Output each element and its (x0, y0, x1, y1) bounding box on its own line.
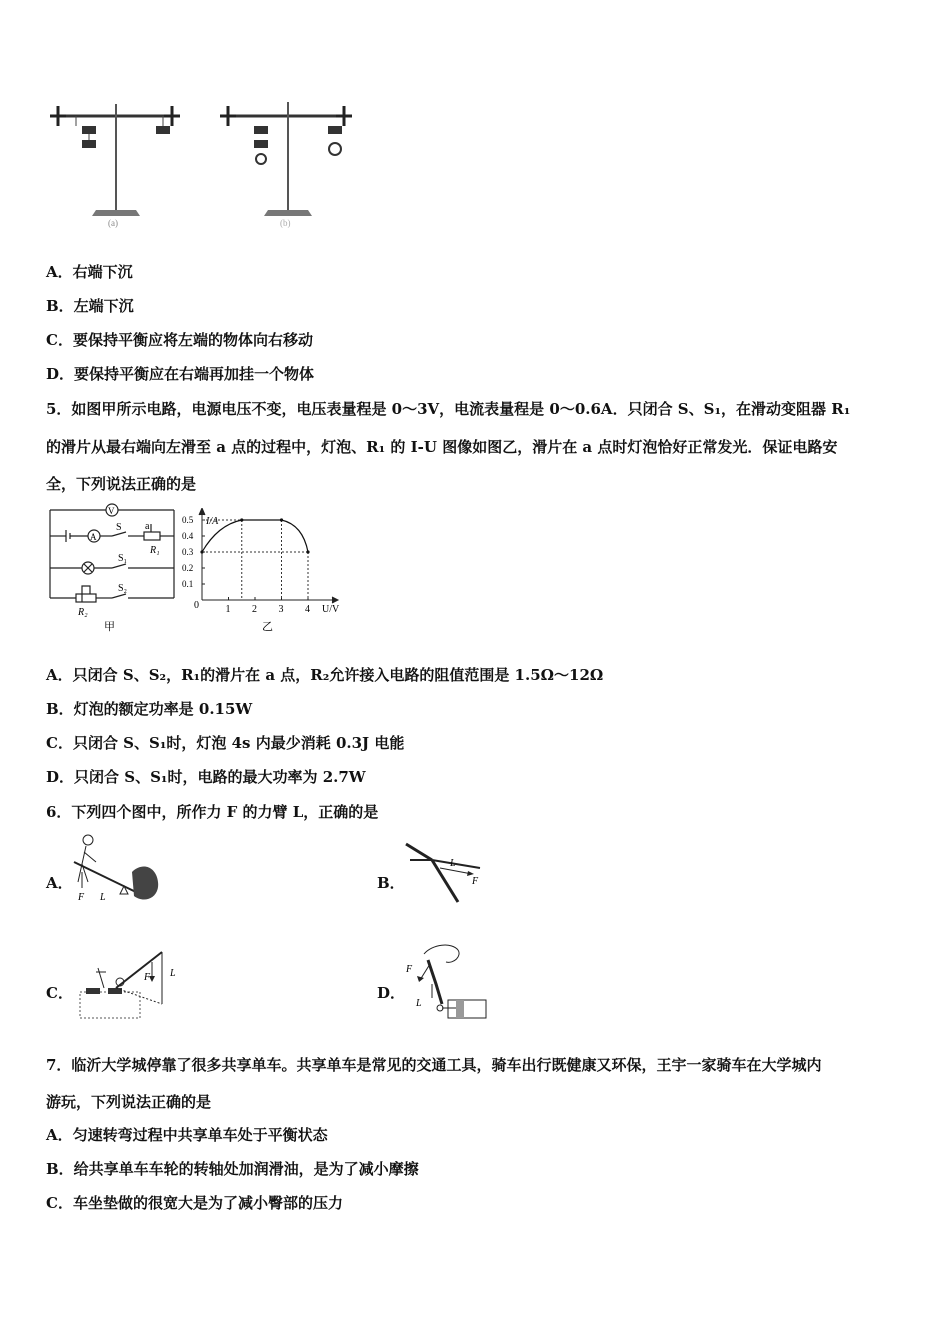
q5-stem-line-1: 5．如图甲所示电路，电源电压不变，电压表量程是 0～3V，电流表量程是 0～0.6A．只闭合 S、S₁，在滑动变阻器 R₁ (46, 400, 851, 418)
data-point-0 (240, 518, 243, 521)
switch-s-label: S (116, 522, 122, 533)
point-a-label: a (145, 521, 150, 532)
figure-caption-a: (a) (108, 218, 118, 228)
label-f-b: F (472, 876, 479, 887)
iu-chart (182, 508, 352, 634)
x-tick-label-1: 1 (225, 604, 231, 615)
q4-option-a: A．右端下沉 (46, 263, 133, 281)
q7-stem-line-2: 游玩，下列说法正确的是 (46, 1093, 212, 1111)
data-point-2 (306, 550, 309, 553)
chart-title: 乙 (262, 621, 273, 633)
q6-figure-b (402, 838, 482, 904)
q5-stem-line-2: 的滑片从最右端向左滑至 a 点的过程中，灯泡、R₁ 的 I-U 图像如图乙，滑片在 a 点时灯泡恰好正常发光．保证电路安 (46, 438, 838, 456)
x-tick-label-2: 2 (252, 604, 257, 615)
voltmeter-label: V (108, 506, 115, 516)
q7-option-c: C．车坐垫做的很宽大是为了减小臀部的压力 (46, 1194, 343, 1212)
q4-option-b: B．左端下沉 (46, 297, 134, 315)
switch-s2-label: S₂ (118, 583, 128, 594)
lever-figure-a (46, 98, 186, 228)
switch-s1-label: S₁ (118, 553, 128, 564)
q7-stem-line-1: 7．临沂大学城停靠了很多共享单车。共享单车是常见的交通工具，骑车出行既健康又环保，王宇一家骑车在大学城内 (46, 1056, 822, 1074)
q7-option-b: B．给共享单车车轮的转轴处加润滑油，是为了减小摩擦 (46, 1160, 419, 1178)
label-f-c: F (144, 972, 151, 983)
circuit-caption: 甲 (104, 621, 115, 633)
lever-figure-b (218, 98, 358, 228)
ammeter-label: A (90, 532, 97, 542)
r1-label: R₁ (150, 545, 160, 556)
label-l-c: L (170, 968, 176, 979)
y-tick-label-0.3: 0.3 (182, 547, 194, 557)
q6-stem: 6．下列四个图中，所作力 F 的力臂 L，正确的是 (46, 803, 379, 821)
data-point-3 (200, 550, 203, 553)
circuit-diagram (46, 502, 181, 634)
q6-figure-c (76, 944, 180, 1022)
y-tick-label-0.5: 0.5 (182, 515, 194, 525)
q6-option-c-label: C． (46, 984, 73, 1002)
x-tick-label-3: 3 (278, 604, 284, 615)
q6-option-d-label: D． (377, 984, 406, 1002)
data-point-1 (280, 518, 283, 521)
figure-caption-b: (b) (280, 218, 291, 228)
origin-label: 0 (194, 600, 199, 611)
y-tick-label-0.1: 0.1 (182, 579, 194, 589)
q5-option-c: C．只闭合 S、S₁时，灯泡 4s 内最少消耗 0.3J 电能 (46, 734, 405, 752)
q6-option-a-label: A． (46, 874, 73, 892)
y-tick-label-0.4: 0.4 (182, 531, 194, 541)
q5-option-d: D．只闭合 S、S₁时，电路的最大功率为 2.7W (46, 768, 366, 786)
label-l-b: L (450, 858, 456, 869)
q5-option-a: A．只闭合 S、S₂，R₁的滑片在 a 点，R₂允许接入电路的阻值范围是 1.5Ω～12Ω (46, 666, 604, 684)
q4-option-c: C．要保持平衡应将左端的物体向右移动 (46, 331, 313, 349)
q6-figure-d (402, 940, 492, 1022)
q6-option-b-label: B． (377, 874, 405, 892)
q4-option-d: D．要保持平衡应在右端再加挂一个物体 (46, 365, 315, 383)
q6-figure-a (70, 832, 160, 906)
label-l-d: L (416, 998, 422, 1009)
label-f-a: F (78, 892, 85, 903)
q5-option-b: B．灯泡的额定功率是 0.15W (46, 700, 253, 718)
label-f-d: F (406, 964, 413, 975)
q7-option-a: A．匀速转弯过程中共享单车处于平衡状态 (46, 1126, 328, 1144)
label-l-a: L (100, 892, 106, 903)
x-tick-label-4: 4 (305, 604, 310, 615)
y-axis-label: I/A (206, 516, 219, 527)
r2-label: R₂ (78, 607, 88, 618)
x-axis-label: U/V (322, 604, 340, 615)
y-tick-label-0.2: 0.2 (182, 563, 194, 573)
q5-stem-line-3: 全，下列说法正确的是 (46, 475, 197, 493)
